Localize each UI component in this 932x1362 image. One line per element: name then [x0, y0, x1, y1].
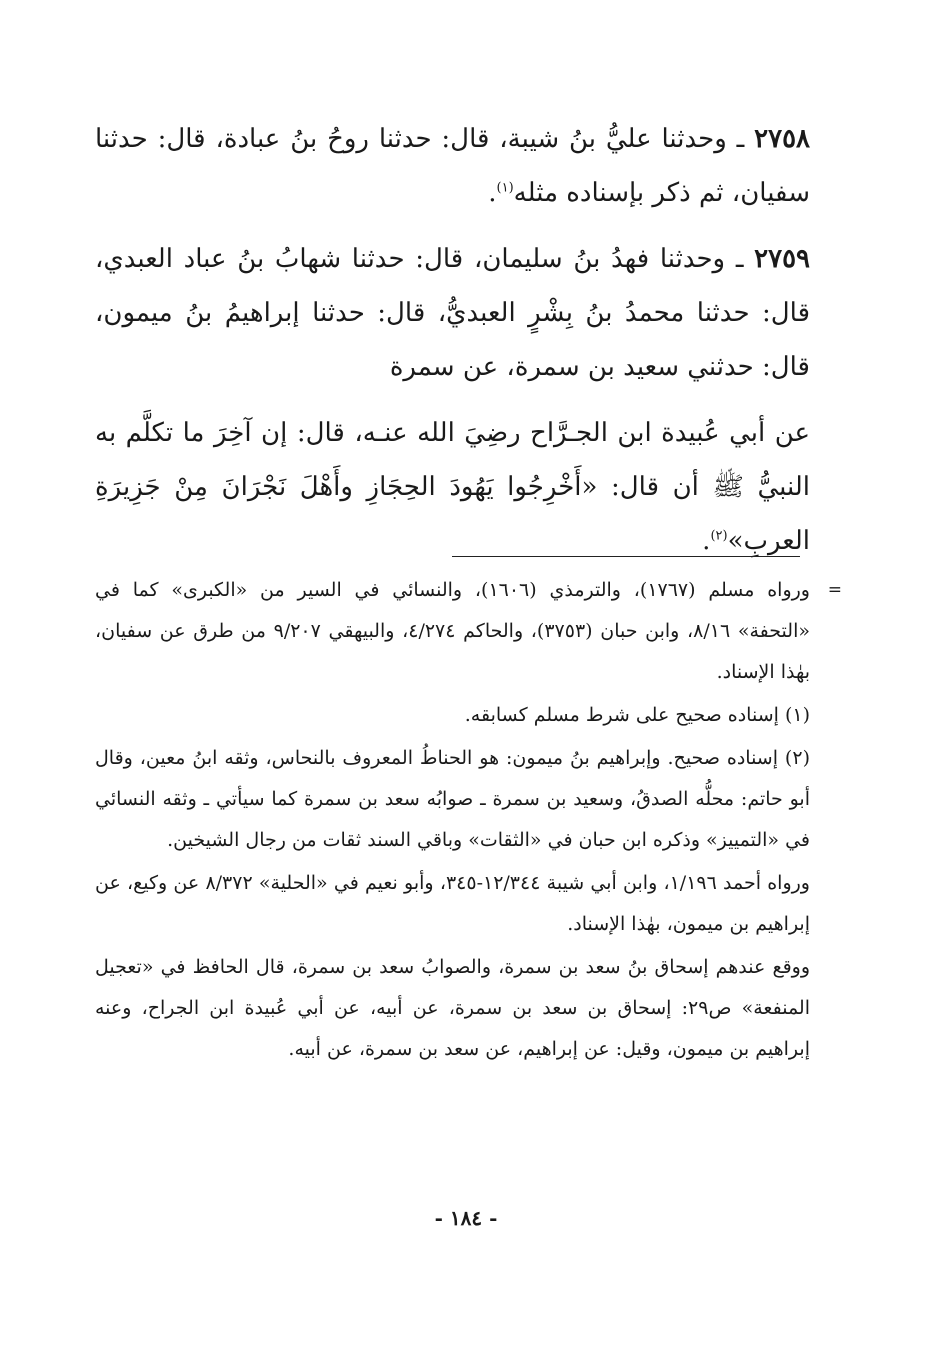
hadith-text: ـ وحدثنا فهدُ بنُ سليمان، قال: حدثنا شهابُ بنُ عباد العبدي، قال: حدثنا محمدُ بنُ بِشْرٍ العبديُّ، قال: حدثنا إبراهيمُ بنُ ميمون، قال: حدثني سعيد بن سمرة، عن سمرة — [95, 244, 810, 382]
footnote-2-sources: ورواه أحمد ١/١٩٦، وابن أبي شيبة ١٢/٣٤٤-٣٤٥، وأبو نعيم في «الحلية» ٨/٣٧٢ عن وكيع، عن إبراهيم بن ميمون، بهٰذا الإسناد. — [95, 872, 810, 935]
footnote-ref: (٢) — [710, 528, 728, 544]
hadith-2759-matn — [95, 406, 810, 568]
hadith-end: . — [702, 526, 711, 556]
hadith-2758 — [95, 112, 810, 220]
hadith-number: ٢٧٥٩ — [754, 244, 810, 274]
hadith-text: ـ وحدثنا عليُّ بنُ شيبة، قال: حدثنا روحُ بنُ عبادة، قال: حدثنا سفيان، ثم ذكر بإسناده مثله — [95, 124, 810, 208]
page-number: - ١٨٤ - — [434, 1206, 498, 1230]
footnote-2: (٢) إسناده صحيح. وإبراهيم بنُ ميمون: هو الحناطُ المعروف بالنحاس، وثقه ابنُ معين، وقال أبو حاتم: محلُّه الصدقُ، وسعيد بن سمرة ـ صوابُه سعد بن سمرة كما سيأتي ـ وثقه النسائي في «التمييز» وذكره ابن حبان في «الثقات» وباقي السند ثقات من رجال الشيخين. — [95, 747, 810, 851]
hadith-end: . — [488, 178, 497, 208]
footnotes — [95, 570, 842, 1072]
continuation-mark: = — [827, 580, 842, 600]
footnote-ref: (١) — [496, 180, 514, 196]
footnote-continued — [95, 570, 842, 693]
footnote-1: (١) إسناده صحيح على شرط مسلم كسابقه. — [464, 704, 810, 726]
footnote-separator — [452, 556, 800, 557]
hadith-number: ٢٧٥٨ — [754, 124, 810, 154]
footnote-2-note: ووقع عندهم إسحاق بنُ سعد بن سمرة، والصوابُ سعد بن سمرة، قال الحافظ في «تعجيل المنفعة» ص٢٩: إسحاق بن سعد بن سمرة، عن أبيه، عن أبي عُبيدة ابن الجراح، وعنه إبراهيم بن ميمون، وقيل: عن إبراهيم، عن سعد بن سمرة، عن أبيه. — [95, 956, 810, 1060]
hadith-text: عن أبي عُبيدة ابن الجـرَّاح رضِيَ الله عنـه، قال: إن آخِرَ ما تكلَّم به النبيُّ ﷺ أن قال: «أَخْرِجُوا يَهُودَ الحِجَازِ وأَهْلَ نَجْرَانَ مِنْ جَزِيرَةِ العربِ» — [95, 418, 810, 556]
hadith-2759 — [95, 232, 810, 394]
footnote-text: ورواه مسلم (١٧٦٧)، والترمذي (١٦٠٦)، والنسائي في السير من «الكبرى» كما في «التحفة» ٨/١٦، وابن حبان (٣٧٥٣)، والحاكم ٤/٢٧٤، والبيهقي ٩/٢٠٧ من طرق عن سفيان، بهٰذا الإسناد. — [95, 579, 810, 683]
main-text — [95, 112, 810, 580]
